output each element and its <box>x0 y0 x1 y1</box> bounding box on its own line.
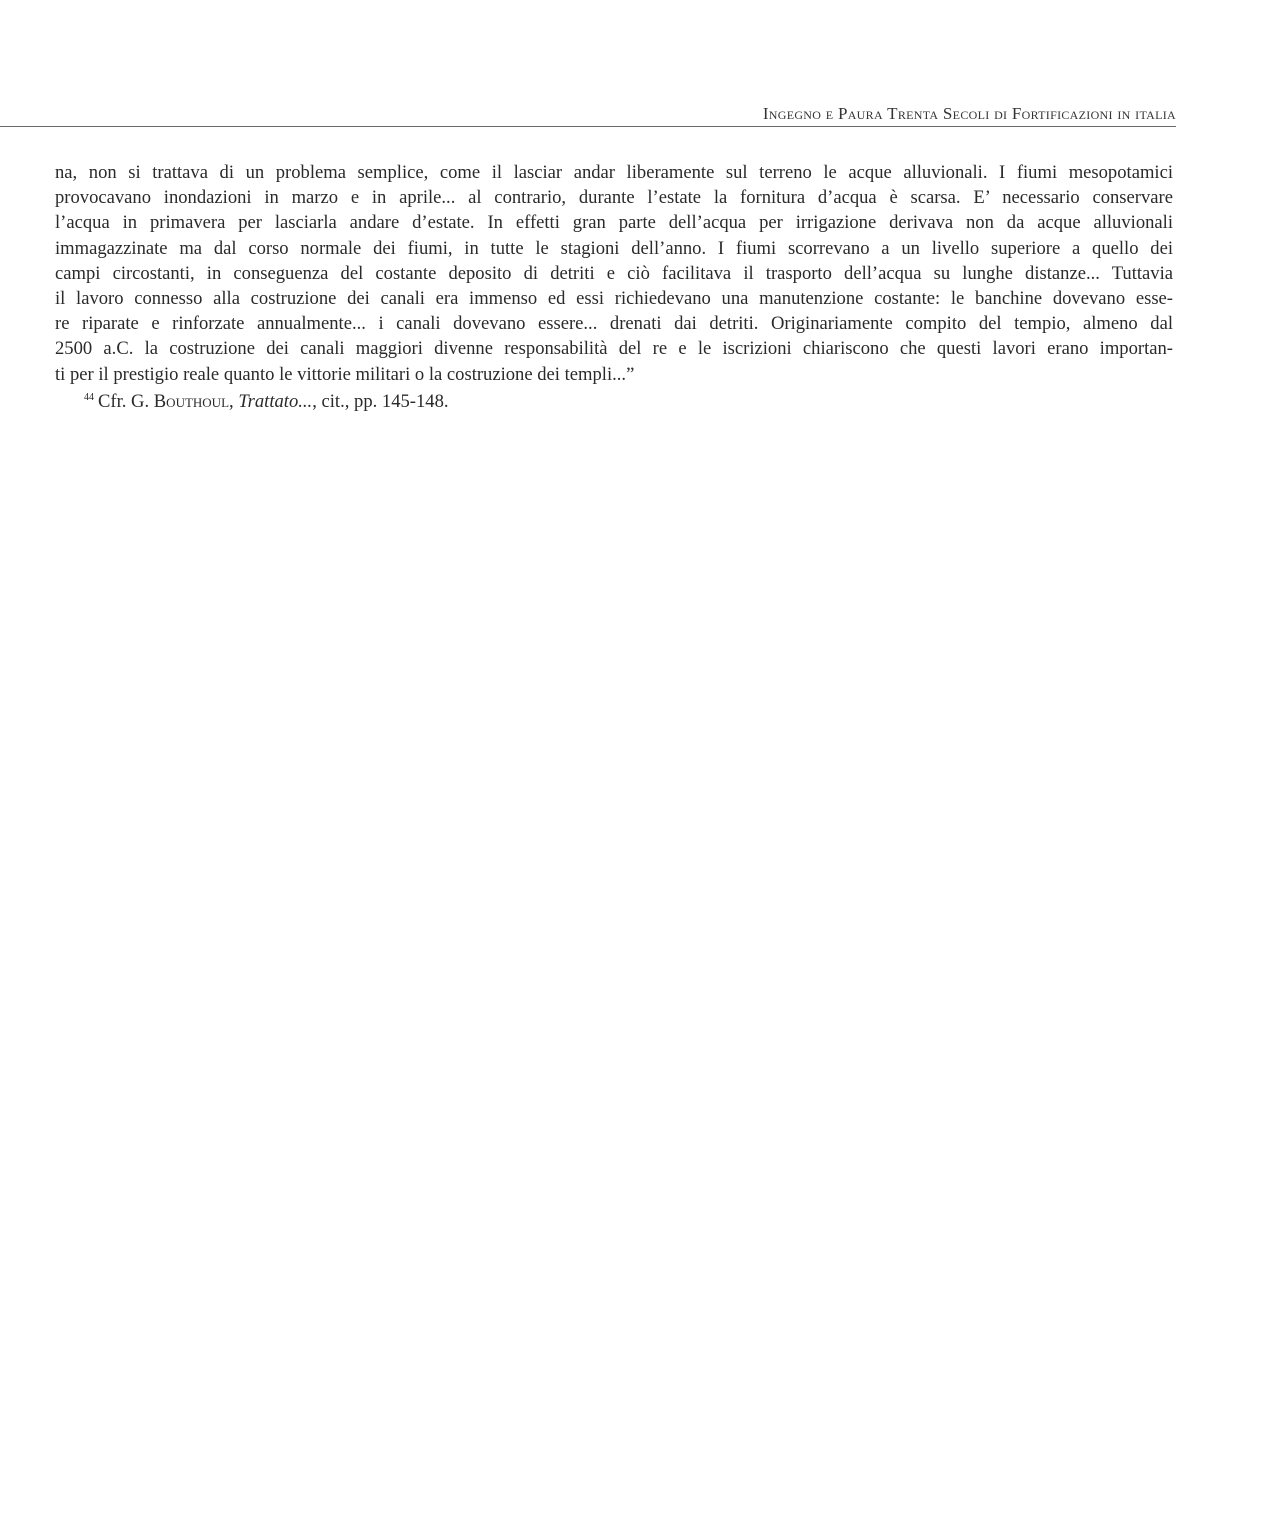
body-line: l’acqua in primavera per lasciarla andare d’estate. In effetti gran parte dell’acqua per irrigazione derivava non da acque alluvionali <box>55 212 1173 234</box>
header-rule <box>0 126 1176 127</box>
body-line-last: ti per il prestigio reale quanto le vittorie militari o la costruzione dei templi...” <box>55 363 635 385</box>
running-head-title: Ingegno e Paura Trenta Secoli di Fortificazioni in italia <box>762 104 1176 123</box>
running-head <box>0 104 1176 128</box>
footnote-suffix: , cit., pp. 145-148. <box>312 391 449 412</box>
footnote-title: Trattato... <box>238 391 313 412</box>
body-text <box>55 160 1173 387</box>
footnote-author: Bouthoul <box>153 391 230 412</box>
body-line: immagazzinate ma dal corso normale dei fiumi, in tutte le stagioni dell’anno. I fiumi scorrevano a un livello superiore a quello dei <box>55 237 1173 259</box>
body-line: na, non si trattava di un problema semplice, come il lasciar andar liberamente sul terreno le acque alluvionali. I fiumi mesopotamici <box>55 162 1173 183</box>
body-line: re riparate e rinforzate annualmente... i canali dovevano essere... drenati dai detriti. Originariamente compito del tempio, almeno dal <box>55 313 1173 335</box>
body-line: il lavoro connesso alla costruzione dei canali era immenso ed essi richiedevano una manutenzione costante: le banchine dovevano esse- <box>55 287 1173 309</box>
footnote-separator: , <box>229 391 239 412</box>
footnote-number: 44 <box>84 392 94 403</box>
footnote-prefix: Cfr. G. <box>98 391 154 412</box>
footnote <box>84 385 449 414</box>
body-line: 2500 a.C. la costruzione dei canali maggiori divenne responsabilità del re e le iscrizioni chiariscono che questi lavori erano importan- <box>55 338 1173 360</box>
body-line: provocavano inondazioni in marzo e in aprile... al contrario, durante l’estate la fornitura d’acqua è scarsa. E’ necessario conservare <box>55 187 1173 209</box>
body-line: campi circostanti, in conseguenza del costante deposito di detriti e ciò facilitava il trasporto dell’acqua su lunghe distanze... Tuttavia <box>55 262 1173 284</box>
